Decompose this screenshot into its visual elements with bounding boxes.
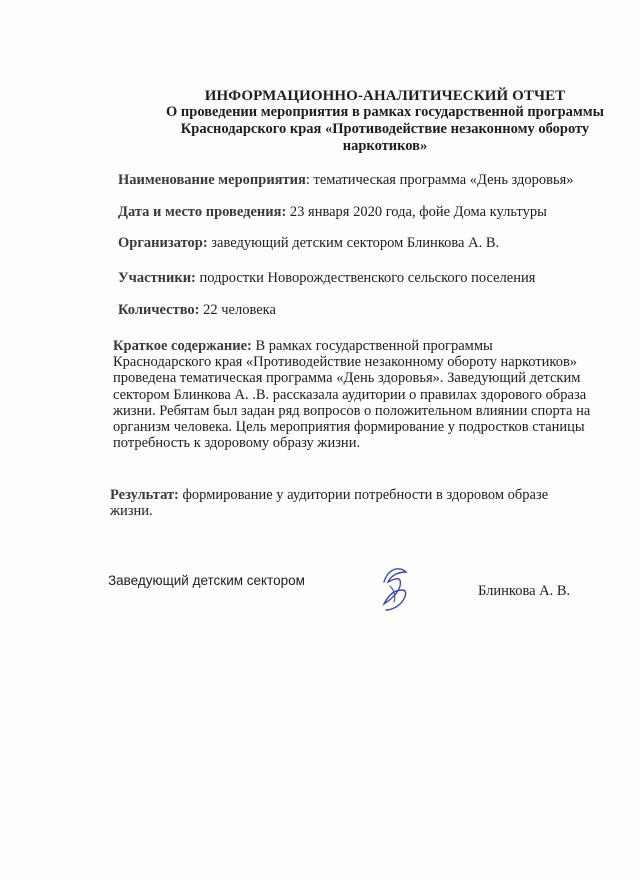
summary-line: потребность к здоровому образу жизни. [113,435,361,452]
field-organizer [118,235,499,252]
field-organizer-label: Организатор: [118,235,208,251]
field-date-place-value: 23 января 2020 года, фойе Дома культуры [286,204,547,220]
summary-line: сектором Блинкова А. .В. рассказала аудитории о правилах здорового образа [113,386,587,403]
field-quantity-value: 22 человека [199,302,276,318]
summary-label: Краткое содержание: [113,338,252,354]
result-line: жизни. [110,503,153,520]
summary-line: проведена тематическая программа «День здоровья». Заведующий детским [113,370,581,387]
summary-section [113,338,605,451]
field-quantity-label: Количество: [118,302,200,318]
signatory-position: Заведующий детским сектором [108,573,305,588]
field-organizer-value: заведующий детским сектором Блинкова А. В. [207,235,500,251]
report-subtitle-line-3: наркотиков» [342,138,428,154]
summary-line: организм человека. Цель мероприятия формирование у подростков станицы [113,419,585,436]
field-participants-label: Участники: [118,270,196,286]
summary-line: жизни. Ребятам был задан ряд вопросов о положительном влиянии спорта на [113,402,591,419]
field-participants-value: подростки Новорождественского сельского поселения [195,270,536,286]
field-date-place-label: Дата и место проведения: [118,204,287,220]
report-title: ИНФОРМАЦИОННО-АНАЛИТИЧЕСКИЙ ОТЧЕТ [204,88,566,104]
result-section [110,487,602,519]
summary-line: Краснодарского края «Противодействие незаконному обороту наркотиков» [113,354,578,371]
report-subtitle-line-2: Краснодарского края «Противодействие незаконному обороту [180,121,590,137]
field-quantity [118,302,276,319]
field-event-name-label: Наименование мероприятия [118,172,306,188]
summary-line: Краткое содержание: В рамках государственной программы [113,338,493,354]
result-line: Результат: формирование у аудитории потребности в здоровом образе [110,487,549,503]
field-participants [118,270,535,287]
report-subtitle-line-1: О проведении мероприятия в рамках государственной программы [166,104,604,120]
result-label: Результат: [110,487,179,503]
field-date-place [118,204,547,221]
handwritten-signature [370,560,420,612]
signatory-name: Блинкова А. В. [478,583,571,599]
field-event-name-value: : тематическая программа «День здоровья» [305,172,574,188]
field-event-name [118,172,574,189]
